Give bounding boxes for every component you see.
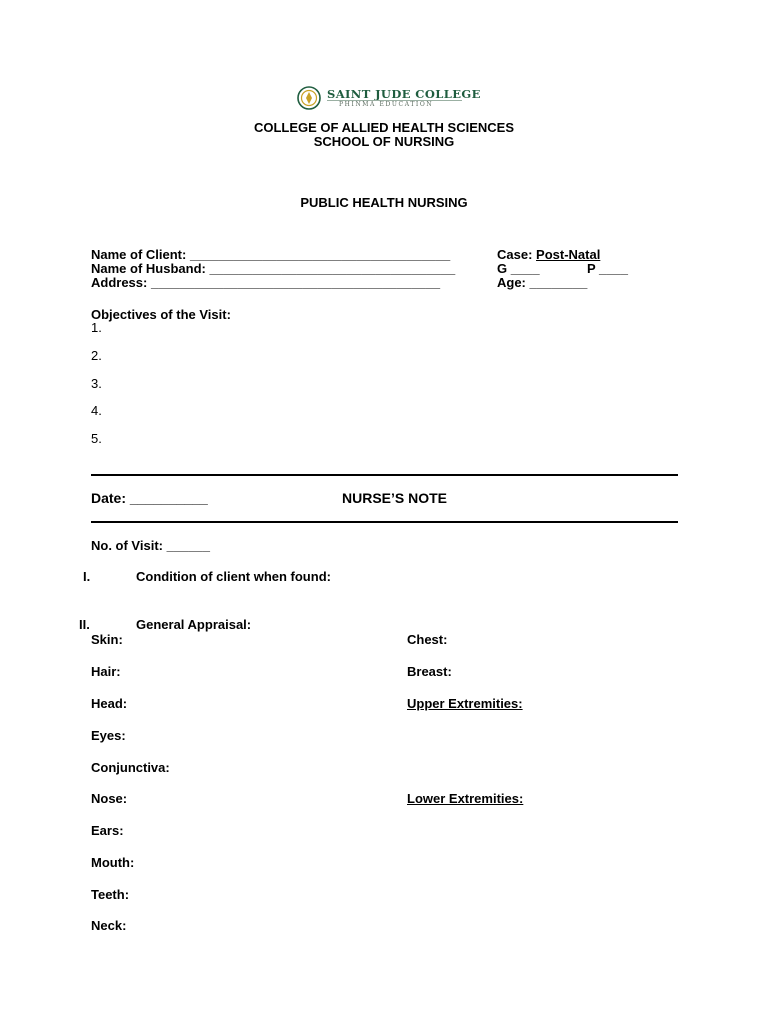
school-name: SCHOOL OF NURSING (313, 134, 455, 149)
age-field[interactable]: Age: ________ (497, 275, 588, 290)
appraisal-conjunctiva: Conjunctiva: (91, 760, 170, 775)
appraisal-nose: Nose: (91, 791, 128, 806)
case-label: Case: (497, 247, 537, 262)
appraisal-skin: Skin: (91, 632, 123, 647)
objective-item: 5. (91, 431, 102, 446)
appraisal-chest: Chest: (407, 632, 448, 647)
gravida-field[interactable]: G ____ (497, 261, 540, 276)
objectives-label: Objectives of the Visit: (91, 307, 231, 322)
appraisal-ears: Ears: (91, 823, 124, 838)
objective-item: 3. (91, 376, 102, 391)
objective-item: 1. (91, 320, 102, 335)
appraisal-hair: Hair: (91, 664, 121, 679)
section-1-number: I. (83, 569, 91, 584)
college-seal-icon (297, 86, 321, 110)
address-field[interactable]: Address: ________________________________________ (91, 275, 441, 290)
section-2-label: General Appraisal: (136, 617, 252, 632)
college-name: COLLEGE OF ALLIED HEALTH SCIENCES (253, 120, 514, 135)
visit-number-field[interactable]: No. of Visit: ______ (91, 538, 210, 553)
appraisal-breast: Breast: (407, 664, 452, 679)
logo-name: SAINT JUDE COLLEGE (327, 87, 481, 101)
appraisal-upper-extremities: Upper Extremities: (407, 696, 523, 711)
appraisal-head: Head: (91, 696, 128, 711)
case-field (497, 248, 600, 262)
appraisal-lower-extremities: Lower Extremities: (407, 791, 524, 806)
college-logo (297, 86, 481, 112)
appraisal-neck: Neck: (91, 918, 127, 933)
nurses-note-title: NURSE’S NOTE (342, 490, 448, 506)
section-1-label: Condition of client when found: (136, 569, 331, 584)
para-field[interactable]: P ____ (587, 261, 628, 276)
client-name-field[interactable]: Name of Client: ____________________________________ (91, 247, 451, 262)
logo-subtitle: PHINMA EDUCATION (339, 101, 434, 108)
appraisal-mouth: Mouth: (91, 855, 135, 870)
page-title: PUBLIC HEALTH NURSING (300, 195, 468, 210)
case-value: Post-Natal (536, 247, 601, 262)
objective-item: 2. (91, 348, 102, 363)
appraisal-eyes: Eyes: (91, 728, 126, 743)
appraisal-teeth: Teeth: (91, 887, 130, 902)
husband-name-field[interactable]: Name of Husband: __________________________________ (91, 261, 456, 276)
objective-item: 4. (91, 403, 102, 418)
date-field[interactable]: Date: __________ (91, 490, 208, 506)
divider-top (91, 474, 678, 476)
divider-bottom (91, 521, 678, 523)
section-2-number: II. (79, 617, 90, 632)
